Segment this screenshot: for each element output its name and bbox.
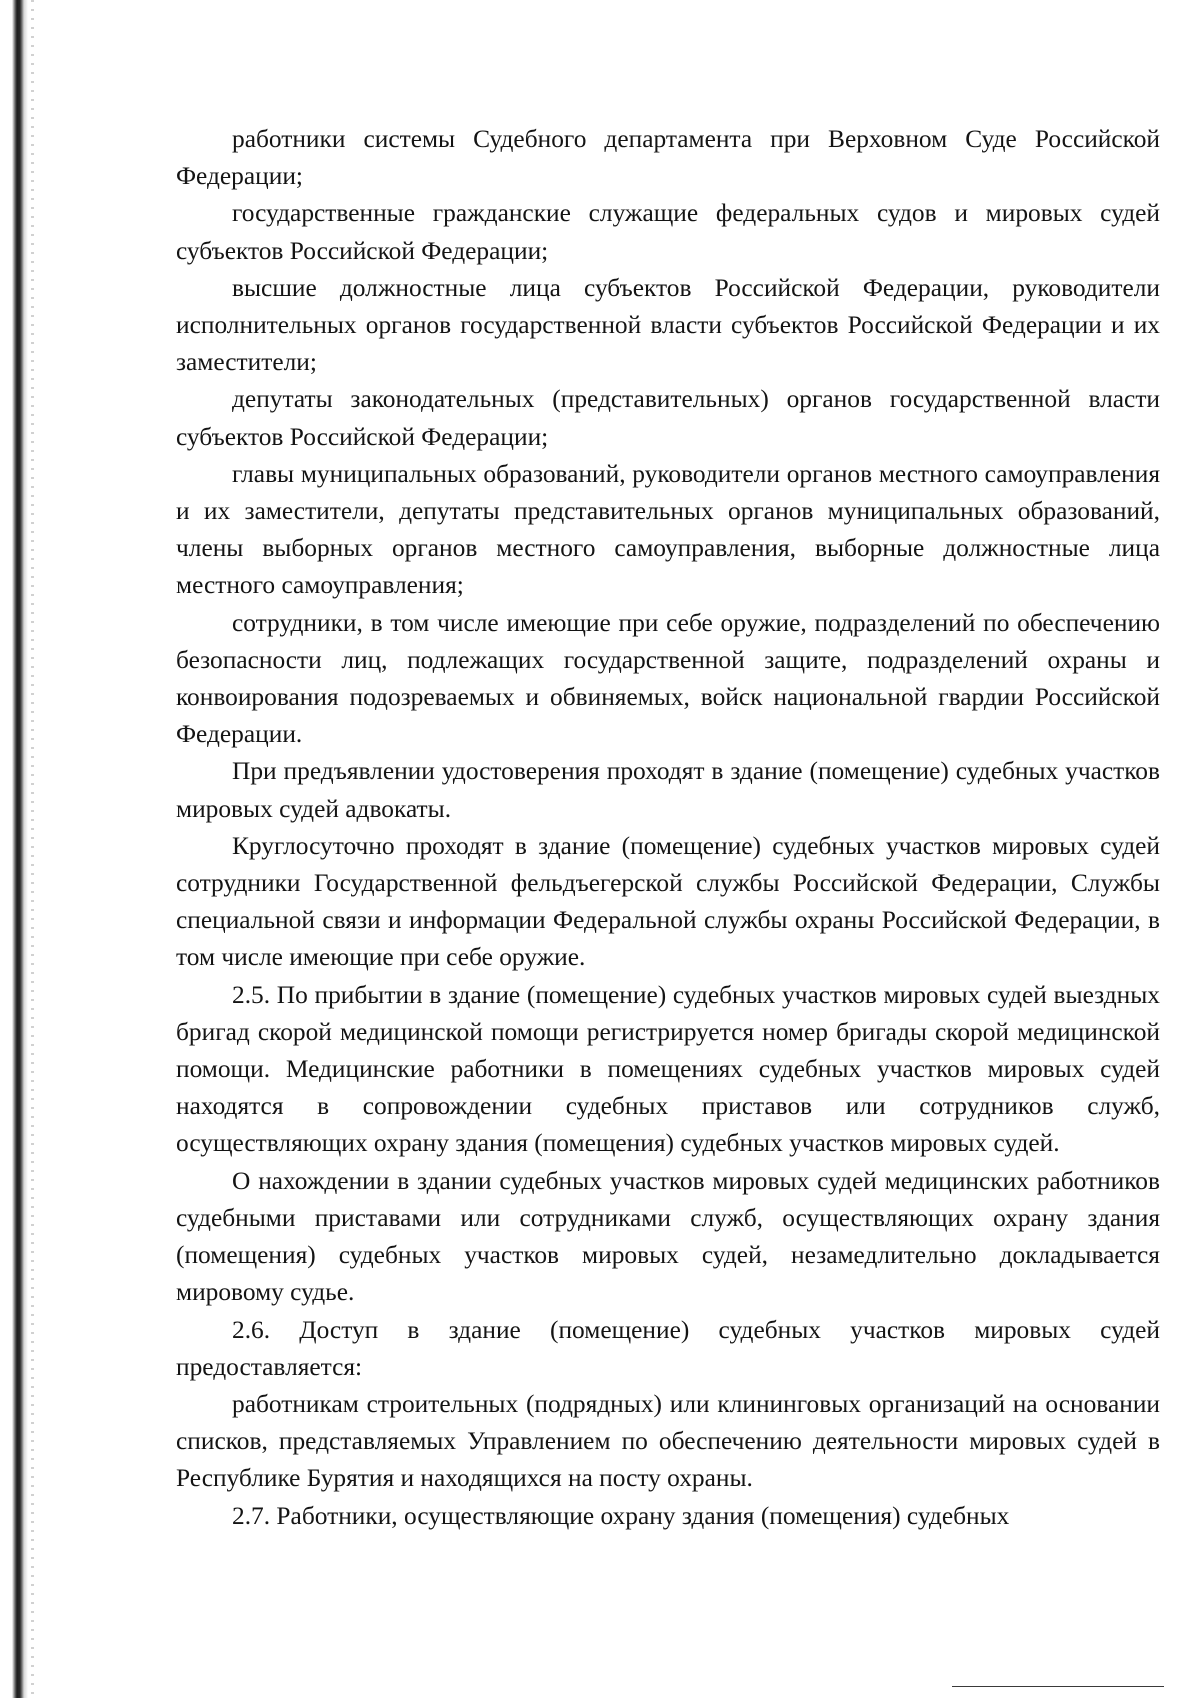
- paragraph-advocates: При предъявлении удостоверения проходят в здание (помещение) судебных участков мировых судей адвокаты.: [176, 757, 1160, 823]
- paragraph-section-2-7: 2.7. Работники, осуществляющие охрану здания (помещения) судебных: [232, 1501, 1010, 1530]
- paragraph-court-department-staff: работники системы Судебного департамента при Верховном Суде Российской Федерации;: [176, 125, 1160, 191]
- paragraph-medical-report: О нахождении в здании судебных участков мировых судей медицинских работников судебными приставами или сотрудниками служб, осуществляющих охрану здания (помещения) судебных участков мировых судей, незамедлительно докладывается мировому судье.: [176, 1166, 1160, 1307]
- paragraph-municipal-heads: главы муниципальных образований, руководители органов местного самоуправления и их заместители, депутаты представительных органов муниципальных образований, члены выборных органов местного самоуправления, выборные должностные лица местного самоуправления;: [176, 459, 1160, 600]
- scan-binding-edge: [12, 0, 28, 1698]
- document-body: [176, 121, 1160, 1535]
- paragraph-legislative-deputies: депутаты законодательных (представительных) органов государственной власти субъектов Российской Федерации;: [176, 385, 1160, 451]
- paragraph-senior-officials: высшие должностные лица субъектов Российской Федерации, руководители исполнительных органов государственной власти субъектов Российской Федерации и их заместители;: [176, 273, 1160, 377]
- paragraph-civil-servants: государственные гражданские служащие федеральных судов и мировых судей субъектов Российской Федерации;: [176, 199, 1160, 265]
- paragraph-contractors: работникам строительных (подрядных) или клининговых организаций на основании списков, представляемых Управлением по обеспечению деятельности мировых судей в Республике Бурятия и находящихся на посту охраны.: [176, 1389, 1160, 1493]
- paragraph-courier-service: Круглосуточно проходят в здание (помещение) судебных участков мировых судей сотрудники Государственной фельдъегерской службы Российской Федерации, Службы специальной связи и информации Федеральной службы охраны Российской Федерации, в том числе имеющие при себе оружие.: [176, 831, 1160, 972]
- paragraph-section-2-6: 2.6. Доступ в здание (помещение) судебных участков мировых судей предоставляется:: [176, 1315, 1160, 1381]
- footer-rule: [952, 1686, 1164, 1687]
- scan-edge-noise: [31, 0, 34, 1698]
- paragraph-security-units: сотрудники, в том числе имеющие при себе оружие, подразделений по обеспечению безопасности лиц, подлежащих государственной защите, подразделений охраны и конвоирования подозреваемых и обвиняемых, войск национальной гвардии Российской Федерации.: [176, 608, 1160, 749]
- paragraph-section-2-5: 2.5. По прибытии в здание (помещение) судебных участков мировых судей выездных бригад скорой медицинской помощи регистрируется номер бригады скорой медицинской помощи. Медицинские работники в помещениях судебных участков мировых судей находятся в сопровождении судебных приставов или сотрудников служб, осуществляющих охрану здания (помещения) судебных участков мировых судей.: [176, 980, 1160, 1158]
